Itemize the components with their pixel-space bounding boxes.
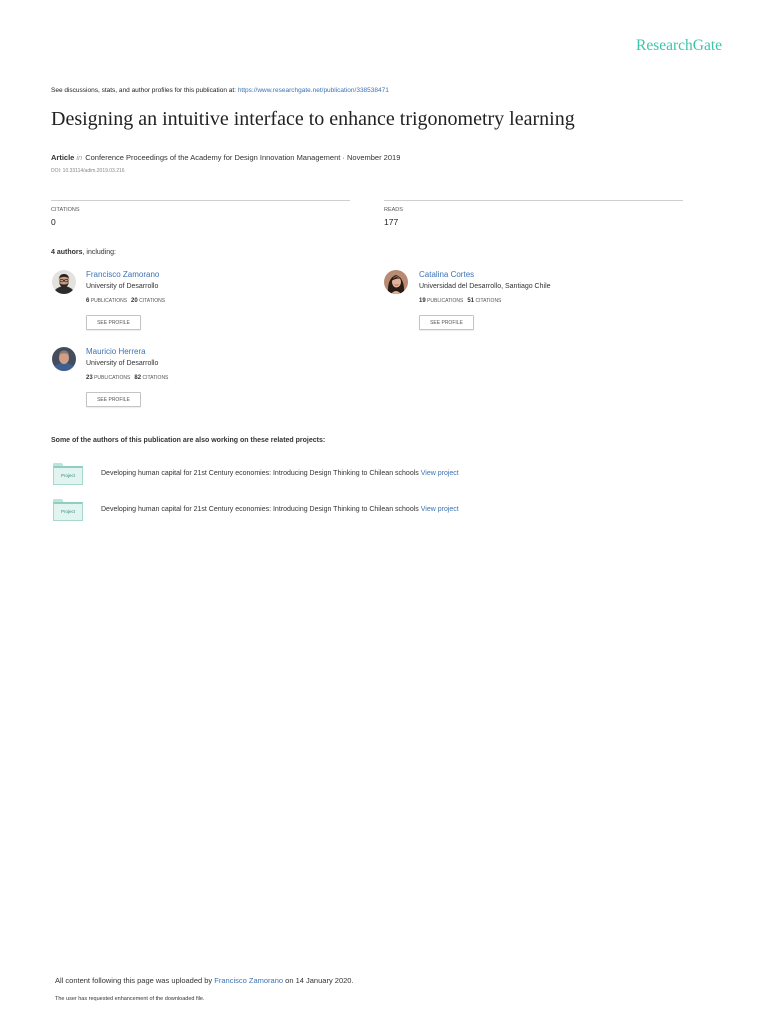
author-publications-label: PUBLICATIONS <box>427 298 464 304</box>
profile-notice <box>51 87 389 94</box>
project-title: Developing human capital for 21st Century economies: Introducing Design Thinking to Chilean schools <box>101 470 419 477</box>
author-card <box>384 269 684 331</box>
author-publications-count: 6 <box>86 298 90 304</box>
author-affiliation: Universidad del Desarrollo, Santiago Chile <box>419 283 551 290</box>
author-publications-count: 23 <box>86 375 93 381</box>
related-project-row <box>53 463 533 485</box>
author-photo-icon[interactable] <box>384 270 408 294</box>
author-photo-icon[interactable] <box>52 347 76 371</box>
publication-title: Designing an intuitive interface to enhance trigonometry learning <box>51 108 575 130</box>
author-name-link[interactable]: Catalina Cortes <box>419 270 475 279</box>
author-stats <box>86 375 168 381</box>
enhancement-note: The user has requested enhancement of the downloaded file. <box>55 996 205 1002</box>
publication-doi: DOI: 10.33114/adim.2019.03.216 <box>51 168 125 174</box>
author-citations-label: CITATIONS <box>139 298 166 304</box>
author-name-link[interactable]: Francisco Zamorano <box>86 270 160 279</box>
see-profile-button[interactable]: SEE PROFILE <box>86 315 141 330</box>
author-citations-count: 51 <box>467 298 475 304</box>
authors-heading <box>51 249 116 256</box>
publication-meta <box>51 153 400 162</box>
authors-heading-rest: , including: <box>82 249 116 256</box>
author-affiliation: University of Desarrollo <box>86 283 159 290</box>
see-profile-button[interactable]: SEE PROFILE <box>86 392 141 407</box>
uploader-link[interactable]: Francisco Zamorano <box>214 976 284 985</box>
author-citations-count: 20 <box>131 298 138 304</box>
author-photo-icon[interactable] <box>52 270 76 294</box>
folder-label: Project <box>53 502 83 521</box>
folder-icon[interactable] <box>53 499 83 521</box>
reads-count: 177 <box>384 217 399 227</box>
author-publications-label: PUBLICATIONS <box>94 375 131 381</box>
author-publications-label: PUBLICATIONS <box>90 298 128 304</box>
author-citations-label: CITATIONS <box>142 375 169 381</box>
folder-icon[interactable] <box>53 463 83 485</box>
author-stats <box>86 298 165 304</box>
author-citations-count: 82 <box>134 375 142 381</box>
publication-type: Article <box>51 153 75 162</box>
project-title: Developing human capital for 21st Century economies: Introducing Design Thinking to Chilean schools <box>101 506 419 513</box>
see-profile-button[interactable]: SEE PROFILE <box>419 315 474 330</box>
publication-venue: Conference Proceedings of the Academy for Design Innovation Management · November 2019 <box>85 153 401 162</box>
citations-divider <box>51 200 350 201</box>
reads-divider <box>384 200 683 201</box>
notice-text: See discussions, stats, and author profiles for this publication at: <box>51 87 236 94</box>
upload-notice-suffix: on 14 January 2020. <box>285 976 354 985</box>
citations-count: 0 <box>51 217 56 227</box>
project-description <box>101 506 459 513</box>
author-affiliation: University of Desarrollo <box>86 360 159 367</box>
view-project-link[interactable]: View project <box>420 470 459 477</box>
related-projects-heading: Some of the authors of this publication are also working on these related projects: <box>51 437 326 444</box>
project-description <box>101 470 459 477</box>
author-publications-count: 19 <box>419 298 426 304</box>
upload-notice <box>55 976 354 985</box>
author-card <box>51 269 351 331</box>
citations-label: CITATIONS <box>51 207 80 213</box>
publication-in: in <box>76 153 83 162</box>
related-project-row <box>53 499 533 521</box>
publication-url-link[interactable]: https://www.researchgate.net/publication/338538471 <box>237 87 389 94</box>
author-name-link[interactable]: Mauricio Herrera <box>86 347 146 356</box>
authors-count: 4 authors <box>51 249 83 256</box>
researchgate-logo[interactable]: ResearchGate <box>636 37 723 54</box>
folder-label: Project <box>53 466 83 485</box>
author-stats <box>419 298 501 304</box>
author-citations-label: CITATIONS <box>475 298 502 304</box>
reads-label: READS <box>384 207 403 213</box>
view-project-link[interactable]: View project <box>420 506 459 513</box>
author-card <box>51 346 351 408</box>
upload-notice-prefix: All content following this page was uploaded by <box>55 976 213 985</box>
